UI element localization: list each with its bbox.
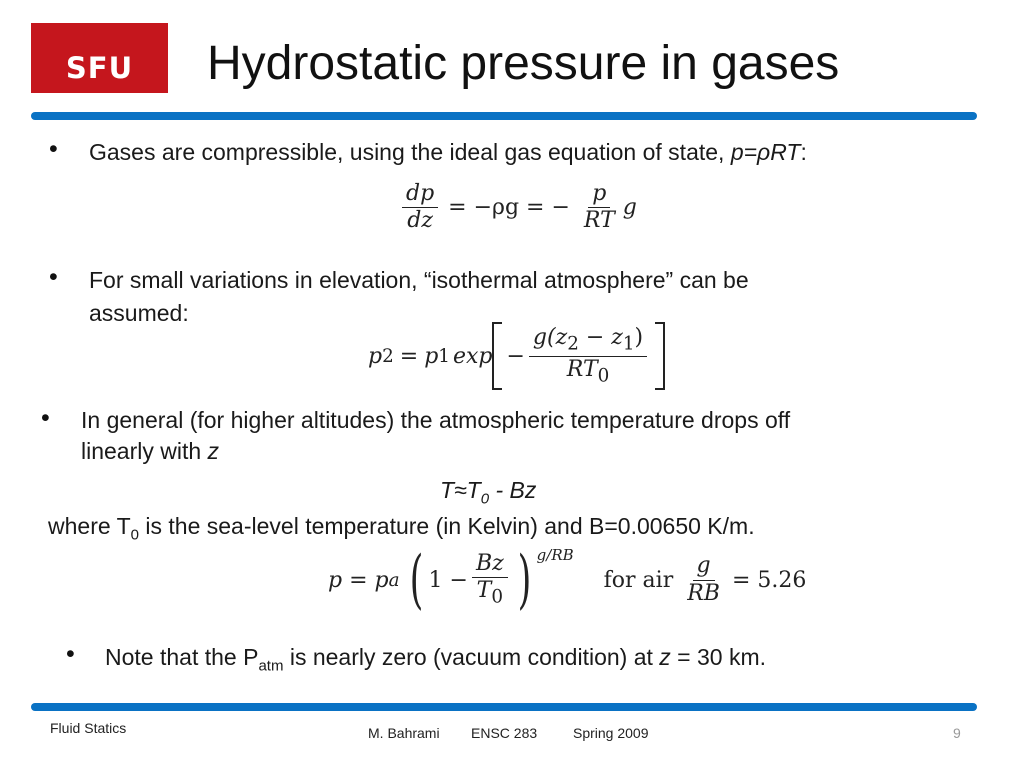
fraction-p-rt <box>580 182 619 233</box>
fraction-exponent <box>529 326 647 386</box>
bullet-2-line-1: For small variations in elevation, “isothermal atmosphere” can be <box>89 267 749 293</box>
footer-author: M. Bahrami <box>368 725 440 741</box>
bullet-3-line-2 <box>81 435 219 467</box>
eq2-equals: = <box>399 343 419 369</box>
right-paren: ) <box>517 543 532 617</box>
eq3-for-air: for air <box>603 567 674 593</box>
page-number: 9 <box>953 725 961 741</box>
where-sub: 0 <box>130 526 140 544</box>
bullet-marker: • <box>66 640 75 668</box>
eq3-rb: RB <box>687 580 720 606</box>
bullet-4-middle: is nearly zero (vacuum condition) at <box>283 644 660 670</box>
eq2-lhs-sub: 2 <box>382 345 394 367</box>
bullet-4-prefix: Note that the P <box>105 644 259 670</box>
eq1-g: g <box>622 195 637 221</box>
fraction-num <box>472 552 508 578</box>
eq1-dp: dp <box>406 181 435 206</box>
eq2-lhs-p: p <box>368 343 383 369</box>
bullet-marker: • <box>49 263 58 291</box>
bullet-3-line-1: In general (for higher altitudes) the atmospheric temperature drops off <box>81 407 791 433</box>
eq2-den: RT <box>566 356 598 382</box>
bottom-divider <box>31 703 977 711</box>
bullet-4-sub: atm <box>258 657 284 675</box>
fraction-num <box>402 182 438 208</box>
eq2-minus: − <box>506 343 525 369</box>
logo-text: SFU <box>65 51 134 85</box>
bullet-2-line-2: assumed: <box>89 300 189 326</box>
fraction-den <box>580 208 619 233</box>
eq2-num-c: ) <box>634 324 644 350</box>
eq3-num: Bz <box>475 551 504 577</box>
equation-pressure-altitude <box>328 543 807 617</box>
fraction-bz-t0 <box>472 552 508 608</box>
fraction-num <box>693 554 715 580</box>
eq1-p: p <box>592 181 607 206</box>
fraction-dp-dz <box>402 182 438 233</box>
eq2-p-sub: 1 <box>438 345 450 367</box>
eq3-lhs-sub: a <box>388 569 400 591</box>
footer-topic: Fluid Statics <box>50 720 127 736</box>
bullet-4-var: z <box>659 644 671 670</box>
eq3-den-sub: 0 <box>491 586 503 608</box>
eq1-rt: RT <box>583 208 615 234</box>
eq3-lhs: p = p <box>328 567 389 593</box>
where-line <box>48 510 755 552</box>
fraction-den <box>473 578 507 608</box>
relation-rhs: - Bz <box>489 477 537 503</box>
bullet-4-end: = 30 km. <box>670 644 767 670</box>
fraction-den <box>403 208 437 233</box>
left-bracket <box>492 322 502 390</box>
top-divider <box>31 112 977 120</box>
bullet-3-line-2-prefix: linearly with <box>81 438 208 464</box>
where-rest: is the sea-level temperature (in Kelvin) and B=0.00650 K/m. <box>139 513 755 539</box>
eq3-g: g <box>696 553 711 579</box>
eq2-p: p <box>424 343 439 369</box>
eq3-den: T <box>476 578 492 604</box>
right-bracket <box>655 322 665 390</box>
bullet-1-formula: p=ρRT <box>730 139 801 165</box>
eq3-exponent: g/RB <box>536 546 574 564</box>
fraction-num <box>588 182 610 208</box>
fraction-den <box>563 357 614 387</box>
eq2-num-sub2: 2 <box>567 333 579 355</box>
eq1-middle: = −ρg = − <box>448 195 570 221</box>
bullet-3-var: z <box>207 438 220 464</box>
eq2-num-b: − z <box>578 324 623 350</box>
footer-term: Spring 2009 <box>573 725 649 741</box>
bullet-marker: • <box>41 404 50 432</box>
eq2-exp: exp <box>452 343 493 369</box>
bullet-1-end: : <box>800 139 807 165</box>
eq2-num-sub1: 1 <box>622 333 635 355</box>
equation-dp-dz <box>398 182 637 233</box>
where-prefix: where T <box>48 513 131 539</box>
relation-lhs: T≈T <box>440 477 481 503</box>
fraction-num <box>529 326 647 357</box>
footer-course: ENSC 283 <box>471 725 538 741</box>
sfu-logo <box>31 23 168 93</box>
fraction-g-rb <box>683 554 724 605</box>
left-paren: ( <box>409 543 423 617</box>
fraction-den <box>683 581 724 606</box>
eq3-one: 1 − <box>428 567 468 593</box>
eq1-dz: dz <box>407 208 433 234</box>
bullet-4-text <box>105 641 766 683</box>
eq3-result: = 5.26 <box>731 567 807 593</box>
bullet-1-text <box>89 136 807 168</box>
eq2-den-sub: 0 <box>597 364 610 386</box>
eq2-num-a: g(z <box>532 324 568 350</box>
slide-title: Hydrostatic pressure in gases <box>207 37 840 90</box>
bullet-1-body: Gases are compressible, using the ideal gas equation of state, <box>89 139 731 165</box>
relation-sub: 0 <box>480 490 490 508</box>
equation-isothermal <box>368 322 665 390</box>
bullet-marker: • <box>49 135 58 163</box>
